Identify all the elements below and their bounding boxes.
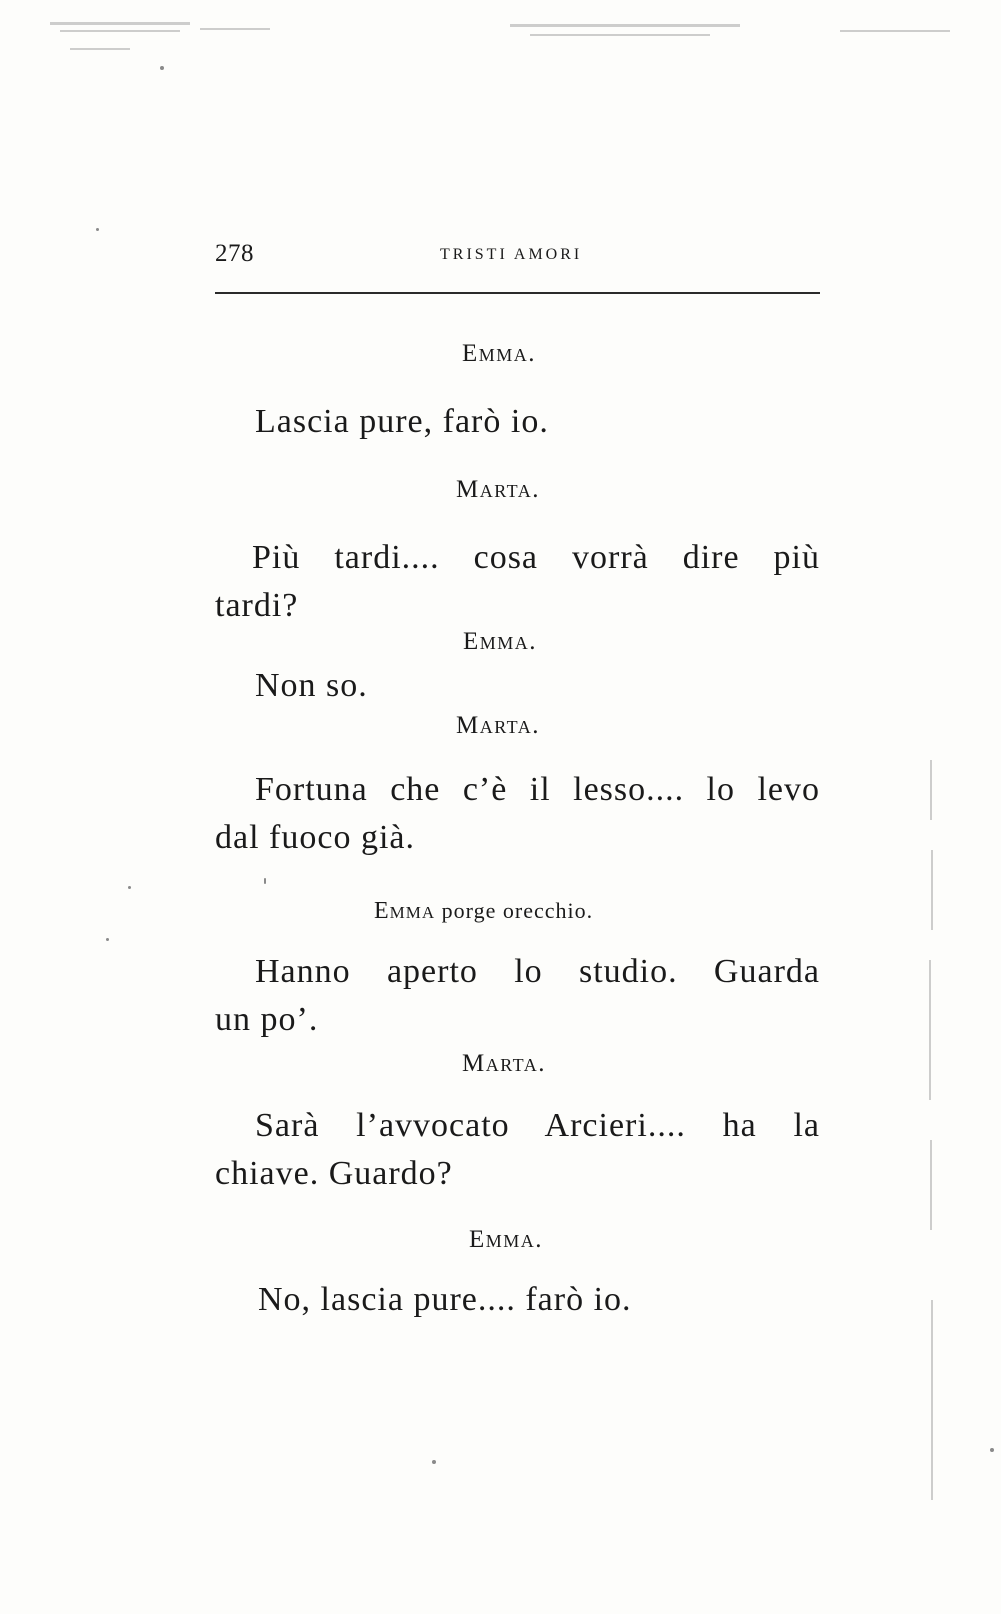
speaker-name: Marta. [456,476,540,503]
dialogue-line: un po’. [215,1001,319,1038]
scan-speck [96,228,99,231]
speaker-name: Marta. [456,712,540,739]
speaker-name: Emma. [462,340,537,367]
dialogue-line: dal fuoco già. [215,819,415,856]
scan-noise-right-edge [922,760,942,1560]
dialogue-line: tardi? [215,587,299,624]
running-title: TRISTI AMORI [440,246,583,263]
scan-speck [264,878,266,884]
page-number: 278 [215,240,254,267]
dialogue-line: chiave. Guardo? [215,1155,453,1192]
stage-direction [374,898,593,925]
scan-speck [128,886,131,889]
scan-speck [432,1460,436,1464]
dialogue-line: Hanno aperto lo studio. Guarda [255,953,820,990]
dialogue-line: Lascia pure, farò io. [255,403,549,440]
speaker-name: Emma. [469,1226,544,1253]
scan-speck [106,938,109,941]
stage-text: porge orecchio. [441,898,594,923]
speaker-name: Emma. [463,628,538,655]
dialogue-line: Sarà l’avvocato Arcieri.... ha la [255,1107,820,1144]
stage-character: Emma [374,898,436,924]
header-rule [215,292,820,294]
dialogue-line: Più tardi.... cosa vorrà dire più [252,539,820,576]
scan-speck [990,1448,994,1452]
dialogue-line: No, lascia pure.... farò io. [258,1281,632,1318]
dialogue-line: Fortuna che c’è il lesso.... lo levo [255,771,820,808]
dialogue-line: Non so. [255,667,368,704]
scan-noise-top [0,0,1001,90]
scan-speck [160,66,164,70]
page-header [215,240,820,284]
speaker-name: Marta. [462,1050,546,1077]
